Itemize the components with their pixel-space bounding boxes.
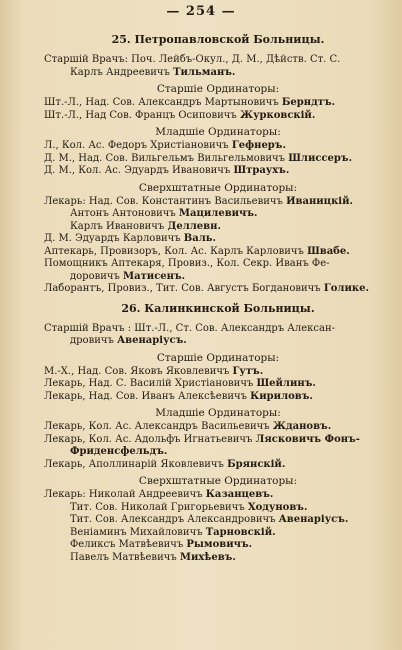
entry-text: Лекарь: Николай Андреевичъ: [44, 489, 206, 500]
person-surname: Валь.: [183, 233, 217, 244]
subheading: Младшіе Ординаторы:: [155, 407, 281, 419]
person-surname: Ждановъ.: [272, 421, 332, 432]
entry-line: [44, 552, 392, 565]
person-surname: Швабе.: [307, 245, 350, 257]
entry-text: Шт.-Л., Над Сов. Францъ Осиповичъ: [44, 109, 240, 121]
entry-text: Старшій Врачъ : Шт.-Л., Ст. Сов. Александръ Алексан-: [44, 322, 336, 334]
entry-text: Д. М., Кол. Ас. Эдуардъ Ивановичъ: [44, 165, 234, 176]
entry-line: [44, 221, 392, 234]
person-surname: Казанцевъ.: [205, 489, 274, 500]
entry-text: Лекарь, Кол. Ас. Александръ Васильевичъ: [44, 421, 273, 432]
entry-line: [44, 246, 392, 259]
person-surname: Ходуновъ.: [247, 501, 308, 513]
person-surname: Голике.: [323, 283, 369, 294]
entry-line: [44, 459, 392, 472]
entry-line: [44, 421, 392, 434]
entry-line: [44, 153, 392, 166]
entry-line: [44, 283, 392, 296]
person-surname: Шейлинъ.: [256, 378, 316, 389]
page-number: — 254 —: [166, 4, 236, 19]
person-surname: Мацилевичъ.: [178, 208, 258, 219]
person-surname: Лясковичъ Фонъ-: [255, 433, 360, 445]
entry-text: Лекарь, Кол. Ас. Адольфъ Игнатьевичъ: [44, 433, 256, 445]
entry-line: [44, 446, 392, 459]
subheading: Младшіе Ординаторы:: [155, 126, 281, 138]
person-surname: Тарновскій.: [205, 526, 276, 538]
entry-text: Тит. Сов. Николай Григорьевичъ: [70, 501, 248, 513]
entry-text: Карлъ Андреевичъ: [70, 66, 174, 78]
entry-text: Старшій Врачъ: Поч. Лейбъ-Окул., Д. М., Дѣйств. Ст. С.: [44, 54, 341, 65]
entry-line: [44, 110, 392, 123]
person-surname: Михѣевъ.: [179, 551, 236, 563]
person-surname: Журковскій.: [239, 109, 316, 121]
entry-text: Карлъ Ивановичъ: [70, 220, 168, 232]
subheading: Старшіе Ординаторы:: [156, 83, 280, 95]
entry-line: [44, 434, 392, 447]
entry-text: дровичъ: [70, 335, 118, 346]
entry-text: Тит. Сов. Александръ Александровичъ: [70, 514, 279, 525]
person-surname: Гефнеръ.: [231, 140, 286, 151]
section-title: 25. Петропавловской Больницы.: [111, 33, 325, 46]
entry-line: [44, 208, 392, 221]
section: [44, 33, 392, 296]
person-surname: Кириловъ.: [250, 390, 313, 402]
entry-line: [44, 514, 392, 527]
entry-line: [44, 366, 392, 379]
entry-text: Лаборантъ, Провиз., Тит. Сов. Августъ Богдановичъ: [44, 283, 324, 294]
person-surname: Авенаріусъ.: [117, 335, 187, 346]
entry-text: Лекарь, Над. С. Василій Христіановичъ: [44, 378, 257, 389]
person-surname: Брянскій.: [227, 458, 286, 470]
section-title: 26. Калинкинской Больницы.: [121, 301, 315, 315]
entry-text: Лекарь, Над. Сов. Иванъ Алексѣевичъ: [44, 390, 251, 402]
person-surname: Деллевн.: [167, 220, 221, 232]
person-surname: Фриденсфельдъ.: [70, 446, 168, 457]
page-body: [0, 33, 402, 564]
entry-line: [44, 67, 392, 80]
person-surname: Берндтъ.: [281, 97, 336, 108]
person-surname: Шлиссеръ.: [288, 152, 353, 164]
entry-text: Феликсъ Матвѣевичъ: [70, 539, 187, 550]
entry-text: Лекарь: Над. Сов. Константинъ Васильевичъ: [44, 195, 287, 207]
entry-line: [44, 258, 392, 271]
subheading: Сверхштатные Ординаторы:: [138, 181, 298, 194]
entry-line: [44, 539, 392, 552]
entry-line: [44, 196, 392, 209]
person-surname: Штраухъ.: [233, 165, 290, 176]
entry-line: [44, 323, 392, 336]
entry-text: Аптекарь, Провизоръ, Кол. Ас. Карлъ Карловичъ: [44, 245, 308, 257]
person-surname: Матисенъ.: [123, 270, 186, 282]
entry-text: Павелъ Матвѣевичъ: [70, 551, 180, 563]
person-surname: Авенаріусъ.: [278, 514, 349, 525]
entry-text: Помощникъ Аптекаря, Провиз., Кол. Секр. Иванъ Фе-: [44, 258, 330, 269]
entry-text: Д. М. Эдуардъ Карловичъ: [44, 233, 184, 244]
entry-line: [44, 391, 392, 404]
entry-text: Л., Кол. Ас. Федоръ Христіановичъ: [44, 140, 232, 151]
entry-line: [44, 140, 392, 153]
section: [44, 302, 392, 565]
entry-line: [44, 271, 392, 284]
entry-text: Лекарь, Аполлинарій Яковлевичъ: [44, 458, 228, 470]
entry-line: [44, 54, 392, 67]
entry-line: [44, 165, 392, 178]
entry-line: [44, 335, 392, 348]
entry-text: Веніаминъ Михайловичъ: [70, 526, 206, 538]
person-surname: Рымовичъ.: [186, 539, 253, 550]
entry-line: [44, 233, 392, 246]
entry-text: Шт.-Л., Над. Сов. Александръ Мартыновичъ: [44, 97, 282, 108]
entry-text: М.-Х., Над. Сов. Яковъ Яковлевичъ: [44, 365, 233, 377]
entry-text: доровичъ: [70, 270, 124, 282]
entry-line: [44, 502, 392, 515]
entry-line: [44, 97, 392, 110]
entry-line: [44, 489, 392, 502]
person-surname: Тильманъ.: [173, 66, 236, 78]
subheading: Старшіе Ординаторы:: [156, 351, 280, 364]
person-surname: Гутъ.: [232, 365, 264, 377]
subheading: Сверхштатные Ординаторы:: [138, 475, 298, 487]
person-surname: Иваницкій.: [286, 195, 353, 207]
entry-text: Д. М., Над. Сов. Вильгельмъ Вильгельмовичъ: [44, 152, 289, 164]
entry-line: [44, 527, 392, 540]
entry-line: [44, 378, 392, 391]
entry-text: Антонъ Антоновичъ: [70, 208, 179, 219]
